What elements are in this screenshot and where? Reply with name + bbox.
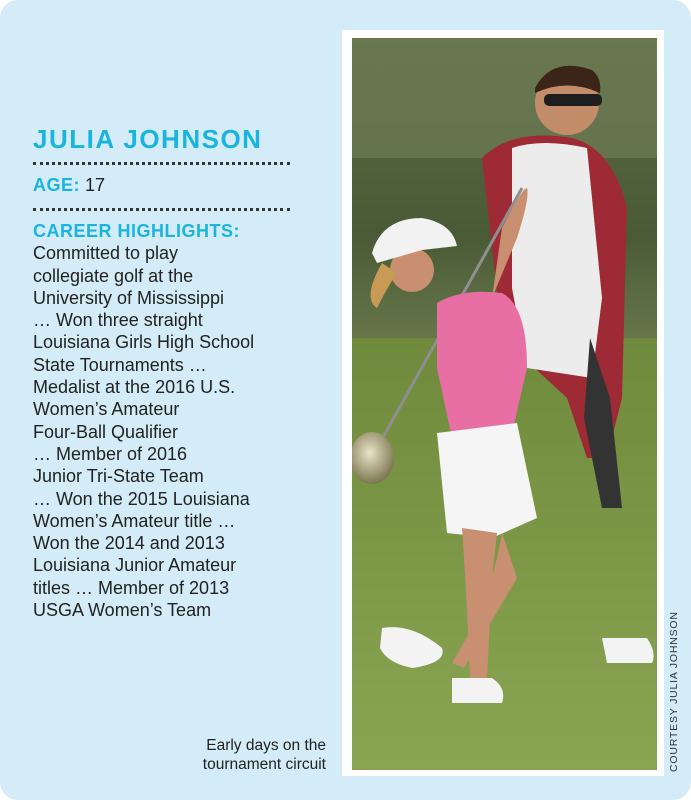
highlights-line: titles … Member of 2013 (33, 577, 230, 598)
age-value: 17 (85, 175, 106, 195)
highlights-line: Four-Ball Qualifier (33, 421, 179, 442)
highlights-line: USGA Women’s Team (33, 600, 212, 621)
highlights-line: collegiate golf at the (33, 265, 194, 286)
age-label: AGE: (33, 175, 80, 195)
highlights-line: Louisiana Junior Amateur (33, 555, 237, 576)
highlights-line: Won the 2014 and 2013 (33, 533, 225, 554)
career-highlights (33, 220, 333, 621)
career-highlights-label: CAREER HIGHLIGHTS: (33, 221, 240, 241)
photo-credit: COURTESY JULIA JOHNSON (668, 611, 680, 772)
highlights-line: Women’s Amateur title … (33, 510, 236, 531)
highlights-line: Louisiana Girls High School (33, 332, 255, 353)
highlights-line: Junior Tri-State Team (33, 466, 204, 487)
player-name: JULIA JOHNSON (33, 124, 263, 154)
golfer-photo (352, 38, 657, 770)
photo-caption (160, 736, 326, 774)
highlights-line: Women’s Amateur (33, 399, 180, 420)
photo-frame (342, 30, 664, 776)
caption-line: tournament circuit (202, 756, 326, 773)
caption-line: Early days on the (206, 737, 326, 754)
highlights-line: … Won the 2015 Louisiana (33, 488, 250, 509)
highlights-line: University of Mississippi (33, 287, 225, 308)
dotted-divider (33, 208, 290, 211)
highlights-line: Committed to play (33, 243, 179, 264)
dotted-divider (33, 162, 290, 165)
age-row (33, 175, 105, 196)
highlights-line: … Won three straight (33, 310, 203, 331)
highlights-line: State Tournaments … (33, 354, 207, 375)
highlights-line: Medalist at the 2016 U.S. (33, 377, 236, 398)
highlights-line: … Member of 2016 (33, 443, 188, 464)
